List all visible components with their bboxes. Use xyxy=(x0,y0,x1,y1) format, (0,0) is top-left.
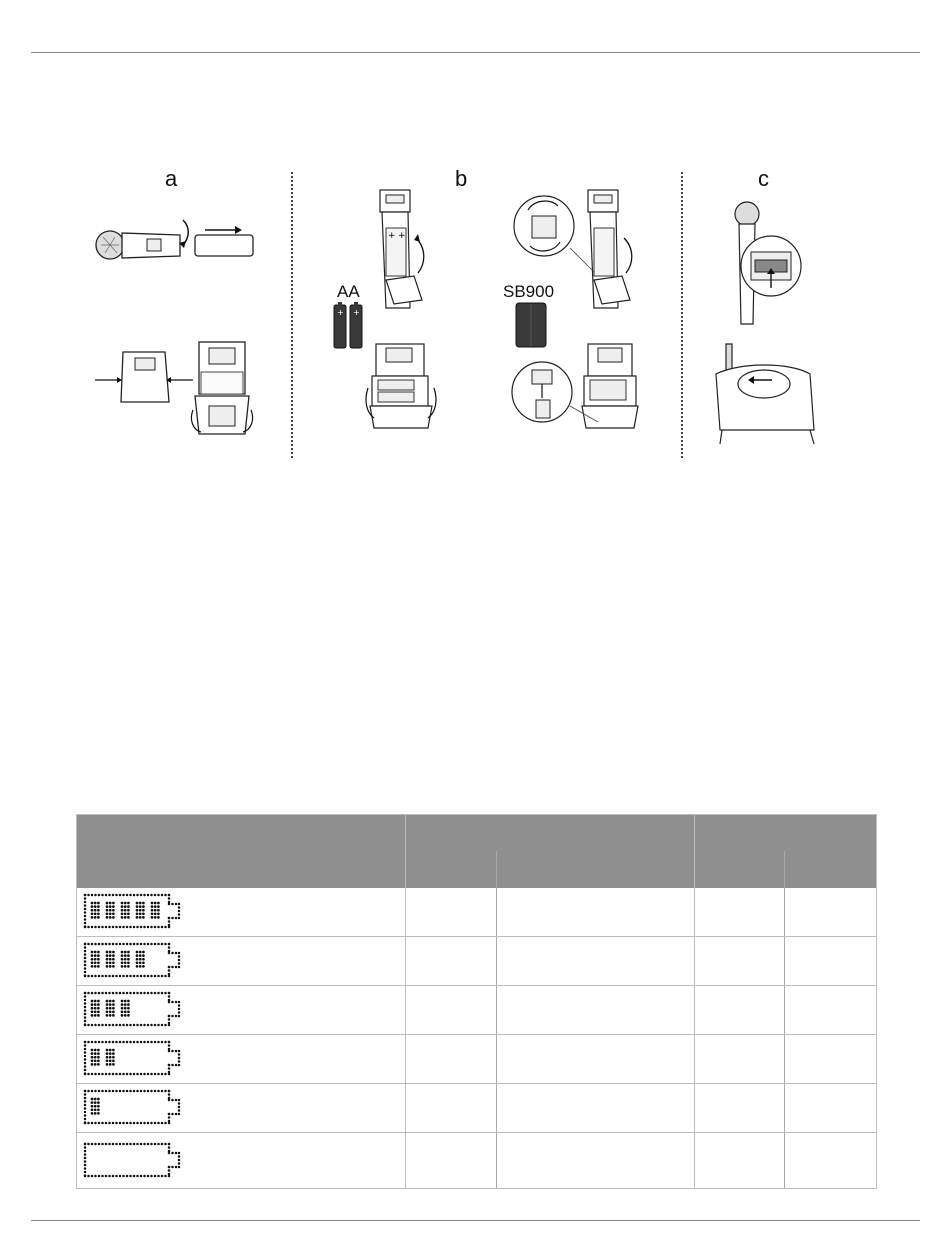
row-divider xyxy=(77,1034,876,1035)
svg-text:+: + xyxy=(337,308,344,317)
bodypack-power-switch-illustration xyxy=(710,340,820,448)
battery-4-bars-icon xyxy=(83,942,183,980)
handheld-transmitter-illustration xyxy=(95,215,265,265)
bottom-rule xyxy=(31,1220,920,1221)
svg-text:+: + xyxy=(353,308,360,317)
battery-2-bars-icon xyxy=(83,1040,183,1078)
row-divider xyxy=(77,1083,876,1084)
svg-text:+: + xyxy=(398,231,406,241)
bodypack-battery-door-aa-illustration xyxy=(362,342,440,432)
header-subdivider xyxy=(496,851,497,1188)
panel-divider-ab xyxy=(291,172,293,458)
svg-text:+: + xyxy=(388,231,396,241)
handheld-battery-door-aa-illustration xyxy=(370,188,440,313)
aa-label: AA xyxy=(337,282,360,301)
sb900-label: SB900 xyxy=(503,282,555,301)
panel-label-b: b xyxy=(455,166,468,191)
row-divider xyxy=(77,985,876,986)
handheld-power-switch-illustration xyxy=(725,200,805,328)
bodypack-transmitter-illustration xyxy=(95,340,255,440)
battery-3-bars-icon xyxy=(83,991,183,1029)
battery-full-icon xyxy=(83,893,183,931)
row-divider xyxy=(77,1132,876,1133)
battery-status-table xyxy=(76,814,877,1189)
panel-label-a: a xyxy=(165,166,178,191)
row-divider xyxy=(77,936,876,937)
header-subdivider xyxy=(784,851,785,1188)
top-rule xyxy=(31,52,920,53)
panel-divider-bc xyxy=(681,172,683,458)
table-header xyxy=(77,815,876,888)
battery-1-bar-icon xyxy=(83,1089,183,1127)
panel-label-c: c xyxy=(758,166,769,191)
aa-battery-illustration xyxy=(333,301,365,349)
bodypack-battery-door-sb900-illustration xyxy=(508,342,642,434)
battery-empty-icon xyxy=(83,1142,183,1180)
